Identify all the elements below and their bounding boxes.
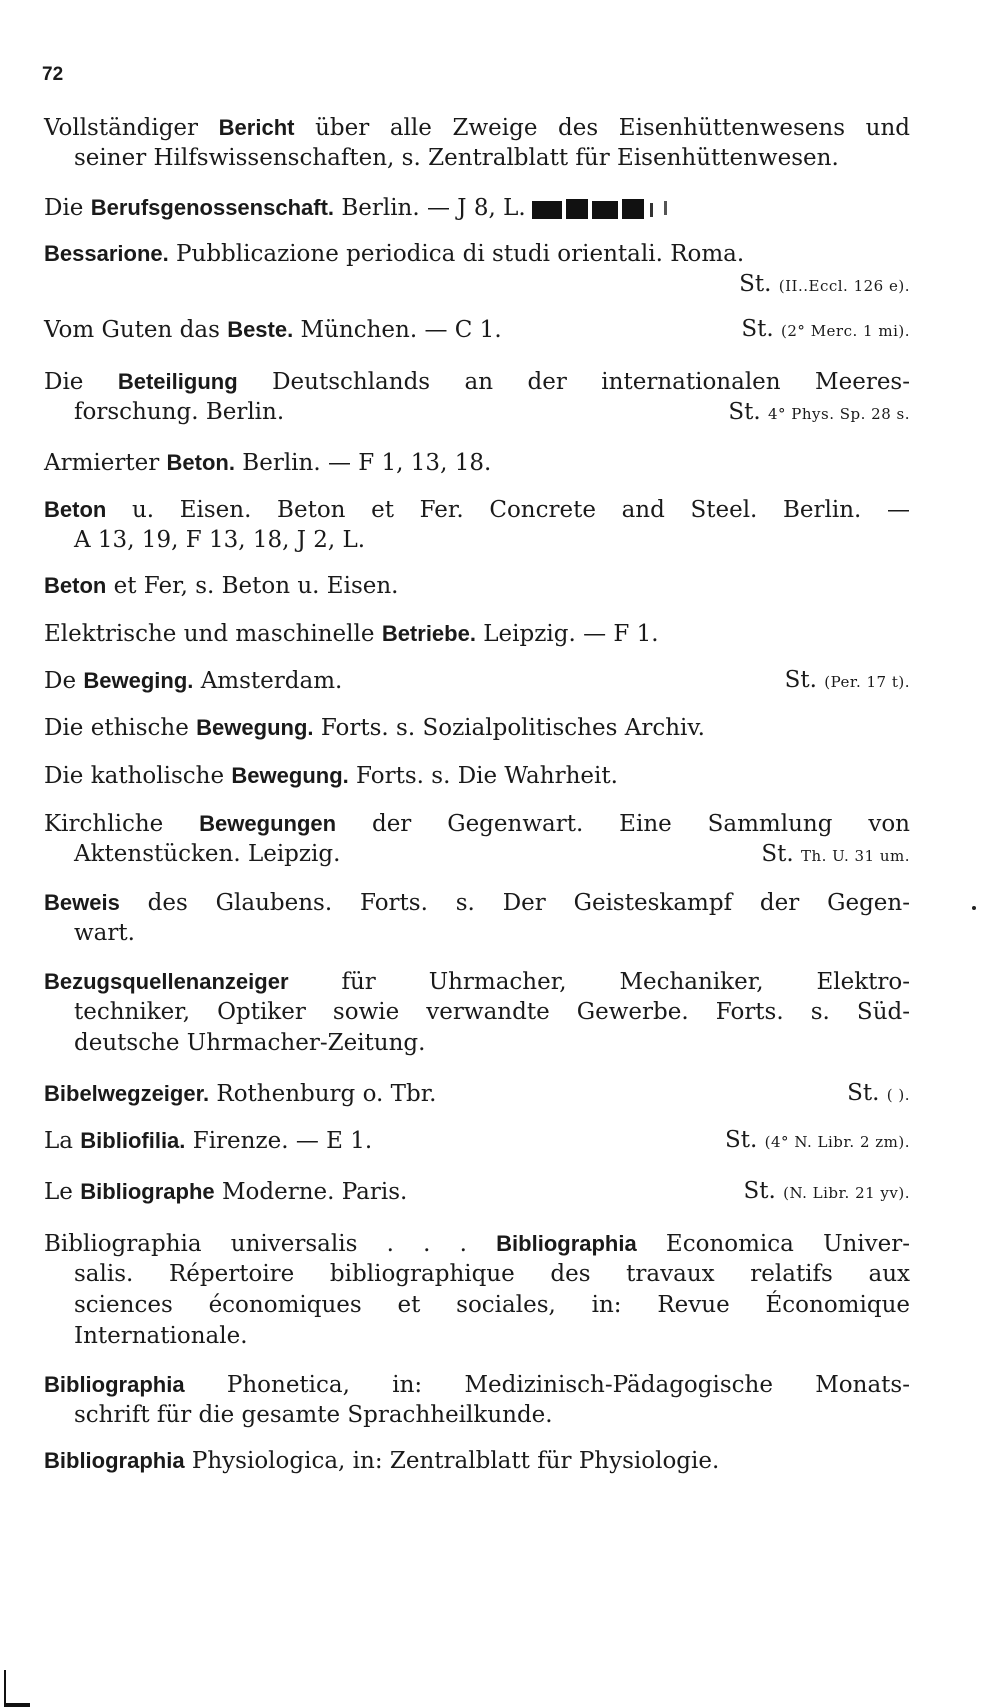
entry-keyword: Bezugsquellenanzeiger bbox=[44, 969, 289, 994]
entry-line bbox=[44, 314, 910, 345]
entry-line bbox=[44, 143, 910, 174]
signature-prefix: St. bbox=[741, 316, 782, 342]
entry-text: München. — C 1. bbox=[293, 317, 502, 343]
entry-text: über alle Zweige des Eisenhüttenwesens und bbox=[294, 115, 910, 141]
entry-text: La bbox=[44, 1128, 81, 1154]
entry-text: et Fer, s. Beton u. Eisen. bbox=[106, 573, 399, 599]
entry-keyword: Bewegung. bbox=[231, 763, 349, 788]
signature-code: (2° Merc. 1 mi). bbox=[781, 322, 910, 340]
catalog-entry bbox=[44, 1176, 910, 1207]
entry-text: Pubblicazione periodica di studi orientali. Roma. bbox=[168, 241, 745, 267]
entry-line bbox=[44, 997, 910, 1028]
entry-keyword: Bewegung. bbox=[196, 715, 314, 740]
entry-keyword: Beweging. bbox=[83, 668, 194, 693]
signature-prefix: St. bbox=[725, 1127, 765, 1153]
entry-text: für Uhrmacher, Mechaniker, Elektro- bbox=[288, 969, 910, 995]
signature-prefix: St. bbox=[847, 1080, 887, 1106]
entry-line bbox=[44, 1445, 910, 1476]
entry-text: Berlin. — F 1, 13, 18. bbox=[235, 450, 492, 476]
entry-text: Le bbox=[44, 1179, 81, 1205]
entry-text: Forts. s. Sozialpolitisches Archiv. bbox=[313, 715, 705, 741]
catalog-entry bbox=[44, 887, 910, 949]
entry-text: Moderne. Paris. bbox=[214, 1179, 408, 1205]
catalog-entry bbox=[44, 1078, 910, 1109]
entry-text: forschung. Berlin. bbox=[74, 399, 285, 425]
entry-text: Armierter bbox=[44, 450, 167, 476]
signature-code: (N. Libr. 21 yv). bbox=[783, 1184, 910, 1202]
entry-line bbox=[44, 966, 910, 997]
entry-line bbox=[44, 1369, 910, 1400]
catalog-entry bbox=[44, 808, 910, 870]
entry-line bbox=[44, 1028, 910, 1059]
catalog-entry bbox=[44, 238, 910, 295]
entry-text: sciences économiques et sociales, in: Revue Économique bbox=[74, 1292, 910, 1318]
entry-text: deutsche Uhrmacher-Zeitung. bbox=[74, 1030, 426, 1056]
entry-keyword: Beteiligung bbox=[117, 369, 238, 394]
entry-text: Amsterdam. bbox=[193, 668, 343, 694]
entry-keyword: Berufsgenossenschaft. bbox=[90, 195, 335, 220]
entry-text: Die ethische bbox=[44, 715, 197, 741]
entry-text: schrift für die gesamte Sprachheilkunde. bbox=[74, 1402, 553, 1428]
entry-keyword: Bibliographia bbox=[496, 1231, 637, 1256]
entry-line bbox=[44, 192, 910, 223]
entry-text: Economica Univer- bbox=[636, 1231, 910, 1257]
catalog-entry bbox=[44, 366, 910, 428]
entry-line bbox=[44, 447, 910, 478]
signature-code: (II..Eccl. 126 e). bbox=[778, 277, 910, 295]
entry-line bbox=[44, 712, 910, 743]
entry-text: Elektrische und maschinelle bbox=[44, 621, 382, 647]
catalog-entry bbox=[44, 966, 910, 1059]
entry-text: De bbox=[44, 668, 84, 694]
signature-code: ( ). bbox=[886, 1086, 910, 1104]
entry-line bbox=[44, 887, 910, 918]
entry-line bbox=[44, 618, 910, 649]
entry-line bbox=[44, 1400, 910, 1431]
signature-prefix: St. bbox=[761, 841, 801, 867]
entry-line bbox=[44, 570, 910, 601]
entry-line bbox=[44, 1125, 910, 1156]
entry-text: Berlin. — J 8, L. bbox=[334, 195, 526, 221]
entry-line bbox=[44, 494, 910, 525]
catalog-entry bbox=[44, 192, 910, 223]
entry-text: Die bbox=[44, 195, 91, 221]
entry-text: Vollständiger bbox=[44, 115, 219, 141]
entry-text: Die bbox=[44, 369, 118, 395]
entry-keyword: Bibliographe bbox=[80, 1179, 215, 1204]
entry-keyword: Bibelwegzeiger. bbox=[44, 1081, 210, 1106]
entry-text: Bibliographia universalis . . . bbox=[44, 1231, 497, 1257]
entry-text: salis. Répertoire bibliographique des travaux relatifs aux bbox=[74, 1261, 910, 1287]
catalog-entry bbox=[44, 314, 910, 345]
entry-line bbox=[44, 238, 910, 269]
entry-text: seiner Hilfswissenschaften, s. Zentralblatt für Eisenhüttenwesen. bbox=[74, 145, 839, 171]
entry-text: Phonetica, in: Medizinisch-Pädagogische Monats- bbox=[184, 1372, 910, 1398]
catalog-entry bbox=[44, 1125, 910, 1156]
entry-text: Leipzig. — F 1. bbox=[475, 621, 659, 647]
catalog-entry bbox=[44, 494, 910, 556]
entry-line bbox=[44, 918, 910, 949]
entry-text: Rothenburg o. Tbr. bbox=[209, 1081, 437, 1107]
entry-keyword: Beton. bbox=[166, 450, 235, 475]
entry-text: Aktenstücken. Leipzig. bbox=[74, 841, 341, 867]
catalog-entry bbox=[44, 712, 910, 743]
catalog-entry bbox=[44, 665, 910, 696]
entry-text: des Glaubens. Forts. s. Der Geisteskampf der Gegen- bbox=[119, 890, 910, 916]
entry-text: Die katholische bbox=[44, 763, 232, 789]
signature-prefix: St. bbox=[784, 667, 825, 693]
entry-line bbox=[44, 1321, 910, 1352]
entry-line bbox=[44, 1290, 910, 1321]
shelf-signature bbox=[725, 1125, 910, 1158]
entry-keyword: Betriebe. bbox=[381, 621, 476, 646]
entry-keyword: Bessarione. bbox=[44, 241, 169, 266]
entry-text: Firenze. — E 1. bbox=[185, 1128, 373, 1154]
entry-line bbox=[44, 1259, 910, 1290]
entry-line bbox=[44, 839, 910, 870]
entry-keyword: Bewegungen bbox=[199, 811, 337, 836]
entry-text: Kirchliche bbox=[44, 811, 200, 837]
entry-line bbox=[44, 760, 910, 791]
entry-text: Deutschlands an der internationalen Meeres- bbox=[237, 369, 911, 395]
signature-code: Th. U. 31 um. bbox=[800, 847, 910, 865]
catalog-entry bbox=[44, 447, 910, 478]
entry-keyword: Beste. bbox=[227, 317, 294, 342]
entry-text: Internationale. bbox=[74, 1323, 248, 1349]
entry-line bbox=[44, 1078, 910, 1109]
catalog-entry bbox=[44, 570, 910, 601]
corner-mark bbox=[0, 1670, 30, 1707]
entry-text: Physiologica, in: Zentralblatt für Physiologie. bbox=[184, 1448, 720, 1474]
catalog-entry bbox=[44, 760, 910, 791]
catalog-entry bbox=[44, 618, 910, 649]
signature-prefix: St. bbox=[739, 271, 772, 297]
entry-keyword: Bibliographia bbox=[44, 1448, 185, 1473]
entry-text: A 13, 19, F 13, 18, J 2, L. bbox=[74, 527, 366, 553]
entry-line bbox=[44, 1176, 910, 1207]
entry-line bbox=[44, 1228, 910, 1259]
shelf-signature bbox=[739, 269, 910, 302]
signature-code: 4° Phys. Sp. 28 s. bbox=[767, 405, 910, 423]
entry-keyword: Beton bbox=[44, 573, 107, 598]
ink-stamp bbox=[526, 195, 676, 223]
catalog-entry bbox=[44, 1369, 910, 1431]
entry-line bbox=[44, 397, 910, 428]
shelf-signature bbox=[761, 839, 910, 872]
entry-keyword: Beton bbox=[44, 497, 107, 522]
entry-line bbox=[44, 269, 910, 295]
entry-text: wart. bbox=[74, 920, 135, 946]
signature-prefix: St. bbox=[743, 1178, 784, 1204]
entry-line bbox=[44, 366, 910, 397]
entry-line bbox=[44, 808, 910, 839]
margin-mark bbox=[972, 906, 976, 910]
signature-code: (4° N. Libr. 2 zm). bbox=[764, 1133, 910, 1151]
entry-line bbox=[44, 112, 910, 143]
catalog-entry bbox=[44, 1228, 910, 1352]
shelf-signature bbox=[743, 1176, 910, 1209]
page-number: 72 bbox=[42, 64, 64, 85]
shelf-signature bbox=[728, 397, 910, 430]
signature-prefix: St. bbox=[728, 399, 768, 425]
entry-text: Forts. s. Die Wahrheit. bbox=[348, 763, 618, 789]
entry-keyword: Bibliographia bbox=[44, 1372, 185, 1397]
signature-code: (Per. 17 t). bbox=[824, 673, 910, 691]
entry-text: techniker, Optiker sowie verwandte Gewerbe. Forts. s. Süd- bbox=[74, 999, 910, 1025]
entry-text: der Gegenwart. Eine Sammlung von bbox=[336, 811, 910, 837]
entry-text: Vom Guten das bbox=[44, 317, 228, 343]
entry-line bbox=[44, 525, 910, 556]
entry-keyword: Bericht bbox=[218, 115, 295, 140]
entry-text: u. Eisen. Beton et Fer. Concrete and Steel. Berlin. — bbox=[106, 497, 910, 523]
shelf-signature bbox=[847, 1078, 910, 1111]
shelf-signature bbox=[741, 314, 910, 347]
catalog-entry bbox=[44, 1445, 910, 1476]
catalog-entry bbox=[44, 112, 910, 174]
shelf-signature bbox=[785, 665, 910, 698]
entry-line bbox=[44, 665, 910, 696]
entry-keyword: Bibliofilia. bbox=[80, 1128, 186, 1153]
entry-keyword: Beweis bbox=[44, 890, 120, 915]
